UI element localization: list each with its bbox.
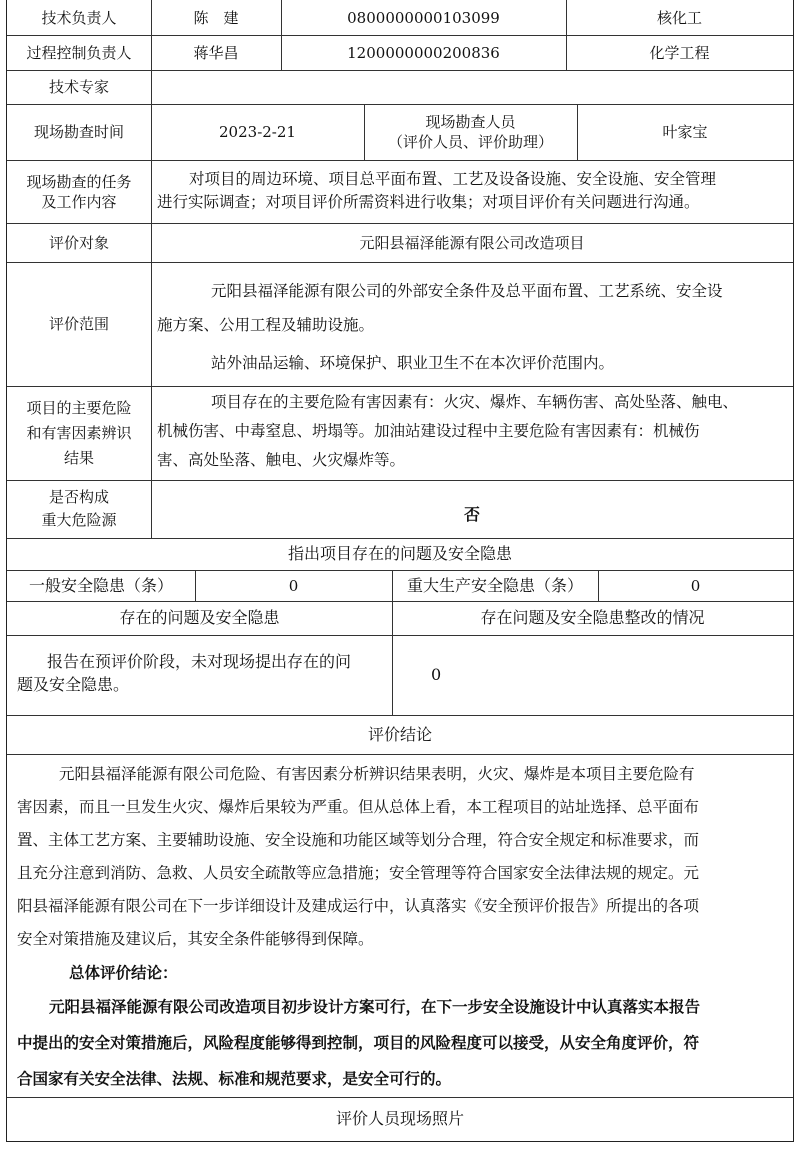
hazard-label-line: 项目的主要危险 <box>26 398 132 417</box>
survey-staff-label-line: 现场勘查人员 <box>425 113 516 131</box>
major-hazard-count: 0 <box>690 576 701 595</box>
issues-col-right: 存在问题及安全隐患整改的情况 <box>480 608 705 627</box>
overall-conclusion-line: 元阳县福泽能源有限公司改造项目初步设计方案可行，在下一步安全设施设计中认真落实本报告 <box>49 997 701 1016</box>
tech-lead-name: 陈 建 <box>193 8 239 27</box>
hazard-content <box>157 388 789 475</box>
tech-lead-label: 技术负责人 <box>41 8 117 27</box>
major-hazard-label-line: 是否构成 <box>48 488 109 506</box>
conclusion-line: 且充分注意到消防、急救、人员安全疏散等应急措施；安全管理等符合国家安全法律法规的规定。元 <box>17 864 700 882</box>
major-hazard-count-label: 重大生产安全隐患（条） <box>406 575 583 595</box>
evaluation-form <box>6 0 794 1142</box>
major-hazard-label-line: 重大危险源 <box>41 511 117 529</box>
major-hazard-label <box>7 480 151 538</box>
general-hazard-count-label: 一般安全隐患（条） <box>28 575 173 595</box>
task-line: 进行实际调查；对项目评价所需资料进行收集；对项目评价有关问题进行沟通。 <box>157 193 700 211</box>
task-line: 对项目的周边环境、项目总平面布置、工艺及设备设施、安全设施、安全管理 <box>189 170 717 188</box>
scope-line: 施方案、公用工程及辅助设施。 <box>157 316 375 334</box>
scope-label: 评价范围 <box>48 315 109 333</box>
tech-lead-id: 0800000000103099 <box>347 8 500 27</box>
issues-text-line: 报告在预评价阶段，未对现场提出存在的问 <box>47 652 352 671</box>
conclusion-line: 阳县福泽能源有限公司在下一步详细设计及建成运行中，认真落实《安全预评价报告》所提出的各项 <box>17 897 700 915</box>
hazard-line: 害、高处坠落、触电、火灾爆炸等。 <box>157 451 406 469</box>
conclusion-body <box>17 758 789 1097</box>
issues-text <box>17 650 387 696</box>
conclusion-line: 置、主体工艺方案、主要辅助设施、安全设施和功能区域等划分合理，符合安全规定和标准要求，而 <box>17 831 700 849</box>
overall-conclusion-title: 总体评价结论： <box>69 963 178 982</box>
task-label-line: 现场勘查的任务 <box>26 172 132 191</box>
overall-conclusion-line: 合国家有关安全法律、法规、标准和规范要求，是安全可行的。 <box>17 1069 452 1088</box>
hazard-line: 机械伤害、中毒窒息、坍塌等。加油站建设过程中主要危险有害因素有：机械伤 <box>157 422 700 440</box>
process-lead-name: 蒋华昌 <box>193 43 239 62</box>
major-hazard-value: 否 <box>463 505 480 524</box>
survey-time-label: 现场勘查时间 <box>33 123 124 141</box>
task-content <box>157 168 789 214</box>
issues-text-line: 题及安全隐患。 <box>17 675 130 694</box>
survey-date: 2023-2-21 <box>219 123 296 141</box>
tech-lead-specialty: 核化工 <box>656 8 702 27</box>
hazard-label-line: 结果 <box>63 448 94 467</box>
conclusion-line: 元阳县福泽能源有限公司危险、有害因素分析辨识结果表明，火灾、爆炸是本项目主要危险有 <box>59 765 695 783</box>
survey-staff-label-line: （评价人员、评价助理） <box>387 133 553 151</box>
tech-expert-label: 技术专家 <box>48 78 109 96</box>
conclusion-line: 安全对策措施及建议后，其安全条件能够得到保障。 <box>17 930 374 948</box>
scope-line: 元阳县福泽能源有限公司的外部安全条件及总平面布置、工艺系统、安全设 <box>211 282 723 300</box>
conclusion-line: 害因素，而且一旦发生火灾、爆炸后果较为严重。但从总体上看，本工程项目的站址选择、总平面布 <box>17 798 700 816</box>
photos-header: 评价人员现场照片 <box>335 1109 464 1128</box>
hazard-line: 项目存在的主要危险有害因素有：火灾、爆炸、车辆伤害、高处坠落、触电、 <box>211 393 739 411</box>
hazard-label <box>7 386 151 480</box>
task-label <box>7 160 151 223</box>
process-lead-id: 1200000000200836 <box>347 43 500 62</box>
survey-staff-label <box>364 104 577 160</box>
issues-fix-value: 0 <box>431 665 442 684</box>
hazard-label-line: 和有害因素辨识 <box>26 423 132 442</box>
issues-header: 指出项目存在的问题及安全隐患 <box>287 544 512 563</box>
object-label: 评价对象 <box>48 233 109 252</box>
object-value: 元阳县福泽能源有限公司改造项目 <box>359 233 585 252</box>
general-hazard-count: 0 <box>288 576 299 595</box>
task-label-line: 及工作内容 <box>41 192 117 211</box>
scope-content <box>157 274 789 380</box>
overall-conclusion-line: 中提出的安全对策措施后，风险程度能够得到控制，项目的风险程度可以接受，从安全角度评价，符 <box>17 1033 700 1052</box>
conclusion-header: 评价结论 <box>367 724 432 744</box>
issues-col-left: 存在的问题及安全隐患 <box>119 608 280 627</box>
process-lead-label: 过程控制负责人 <box>26 43 132 62</box>
survey-staff: 叶家宝 <box>662 123 708 141</box>
process-lead-specialty: 化学工程 <box>649 43 710 62</box>
scope-line: 站外油品运输、环境保护、职业卫生不在本次评价范围内。 <box>211 354 615 372</box>
